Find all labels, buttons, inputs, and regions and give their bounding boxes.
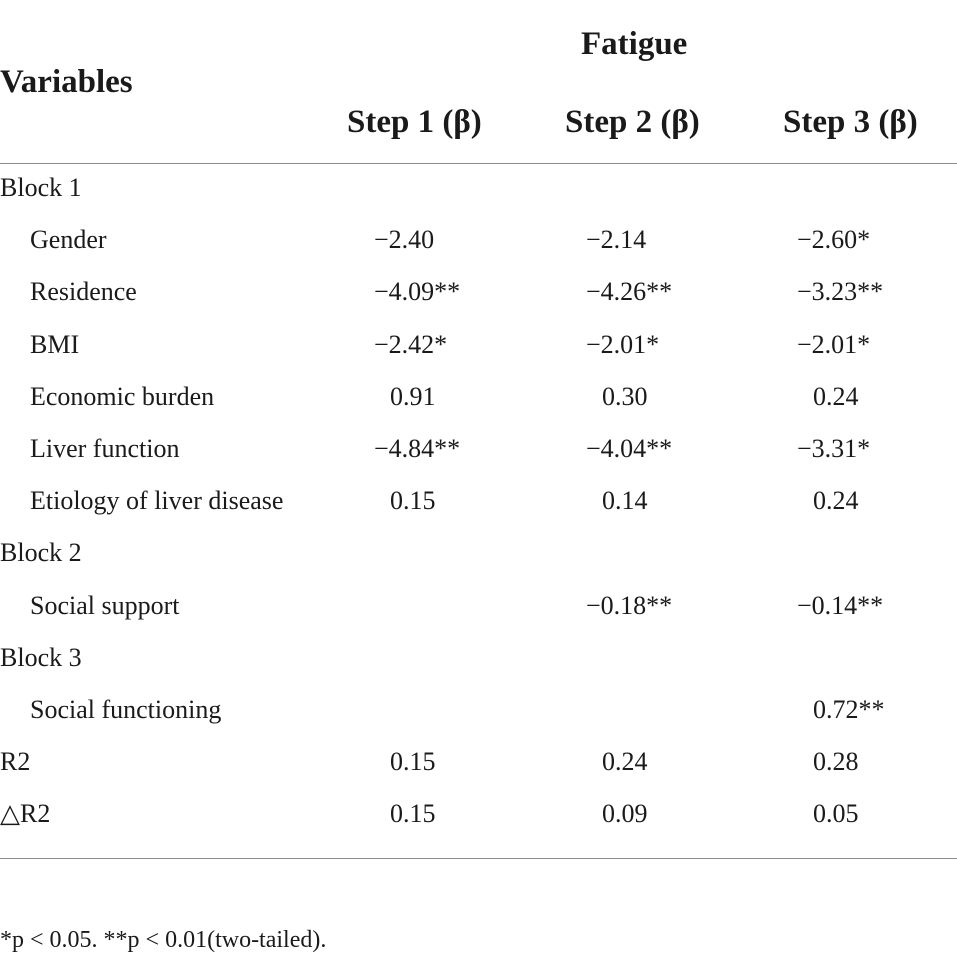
step-3-value: −3.31* [797, 433, 871, 463]
table-row [0, 163, 957, 215]
step-2-column-header: Step 2 (β) [565, 104, 700, 140]
step-3-value: 0.24 [813, 381, 859, 411]
row-label: Gender [30, 225, 107, 255]
step-2-value: −0.18** [586, 590, 673, 620]
variables-column-header: Variables [0, 64, 133, 100]
table-row [0, 372, 957, 424]
step-2-value: 0.30 [602, 381, 648, 411]
table-row [0, 633, 957, 685]
step-1-value: −2.42* [374, 329, 448, 359]
step-2-value: 0.24 [602, 747, 648, 777]
step-3-value: −0.14** [797, 590, 884, 620]
step-2-value: 0.09 [602, 799, 648, 829]
table-row [0, 424, 957, 476]
table-row [0, 737, 957, 789]
step-1-value: −4.09** [374, 277, 461, 307]
step-1-value: 0.15 [390, 799, 436, 829]
row-label: △R2 [0, 799, 51, 829]
row-label: Block 2 [0, 538, 82, 568]
row-label: Economic burden [30, 381, 215, 411]
step-3-value: 0.72** [813, 694, 885, 724]
table-footnote: *p < 0.05. **p < 0.01(two-tailed). [0, 927, 327, 953]
step-2-value: 0.14 [602, 486, 648, 516]
step-3-value: 0.28 [813, 747, 859, 777]
table-row [0, 789, 957, 841]
table-body [0, 163, 957, 841]
step-3-value: 0.05 [813, 799, 859, 829]
table-bottom-rule [0, 858, 957, 859]
step-3-value: 0.24 [813, 486, 859, 516]
step-1-value: 0.15 [390, 747, 436, 777]
step-3-column-header: Step 3 (β) [783, 104, 918, 140]
step-3-value: −3.23** [797, 277, 884, 307]
step-2-value: −4.26** [586, 277, 673, 307]
table-row [0, 685, 957, 737]
step-3-value: −2.60* [797, 225, 871, 255]
step-1-column-header: Step 1 (β) [347, 104, 482, 140]
step-1-value: −2.40 [374, 225, 435, 255]
table-row [0, 528, 957, 580]
row-label: Social functioning [30, 694, 222, 724]
row-label: Residence [30, 277, 137, 307]
row-label: R2 [0, 747, 31, 777]
step-1-value: −4.84** [374, 433, 461, 463]
step-2-value: −2.14 [586, 225, 647, 255]
table-row [0, 215, 957, 267]
row-label: Etiology of liver disease [30, 486, 284, 516]
step-1-value: 0.91 [390, 381, 436, 411]
table-row [0, 581, 957, 633]
step-2-value: −2.01* [586, 329, 660, 359]
step-2-value: −4.04** [586, 433, 673, 463]
fatigue-group-header: Fatigue [581, 26, 688, 62]
step-1-value: 0.15 [390, 486, 436, 516]
row-label: Social support [30, 590, 180, 620]
row-label: BMI [30, 329, 80, 359]
row-label: Block 3 [0, 642, 82, 672]
row-label: Block 1 [0, 173, 82, 202]
table-row [0, 320, 957, 372]
table-row [0, 267, 957, 319]
table-row [0, 476, 957, 528]
step-3-value: −2.01* [797, 329, 871, 359]
row-label: Liver function [30, 433, 180, 463]
